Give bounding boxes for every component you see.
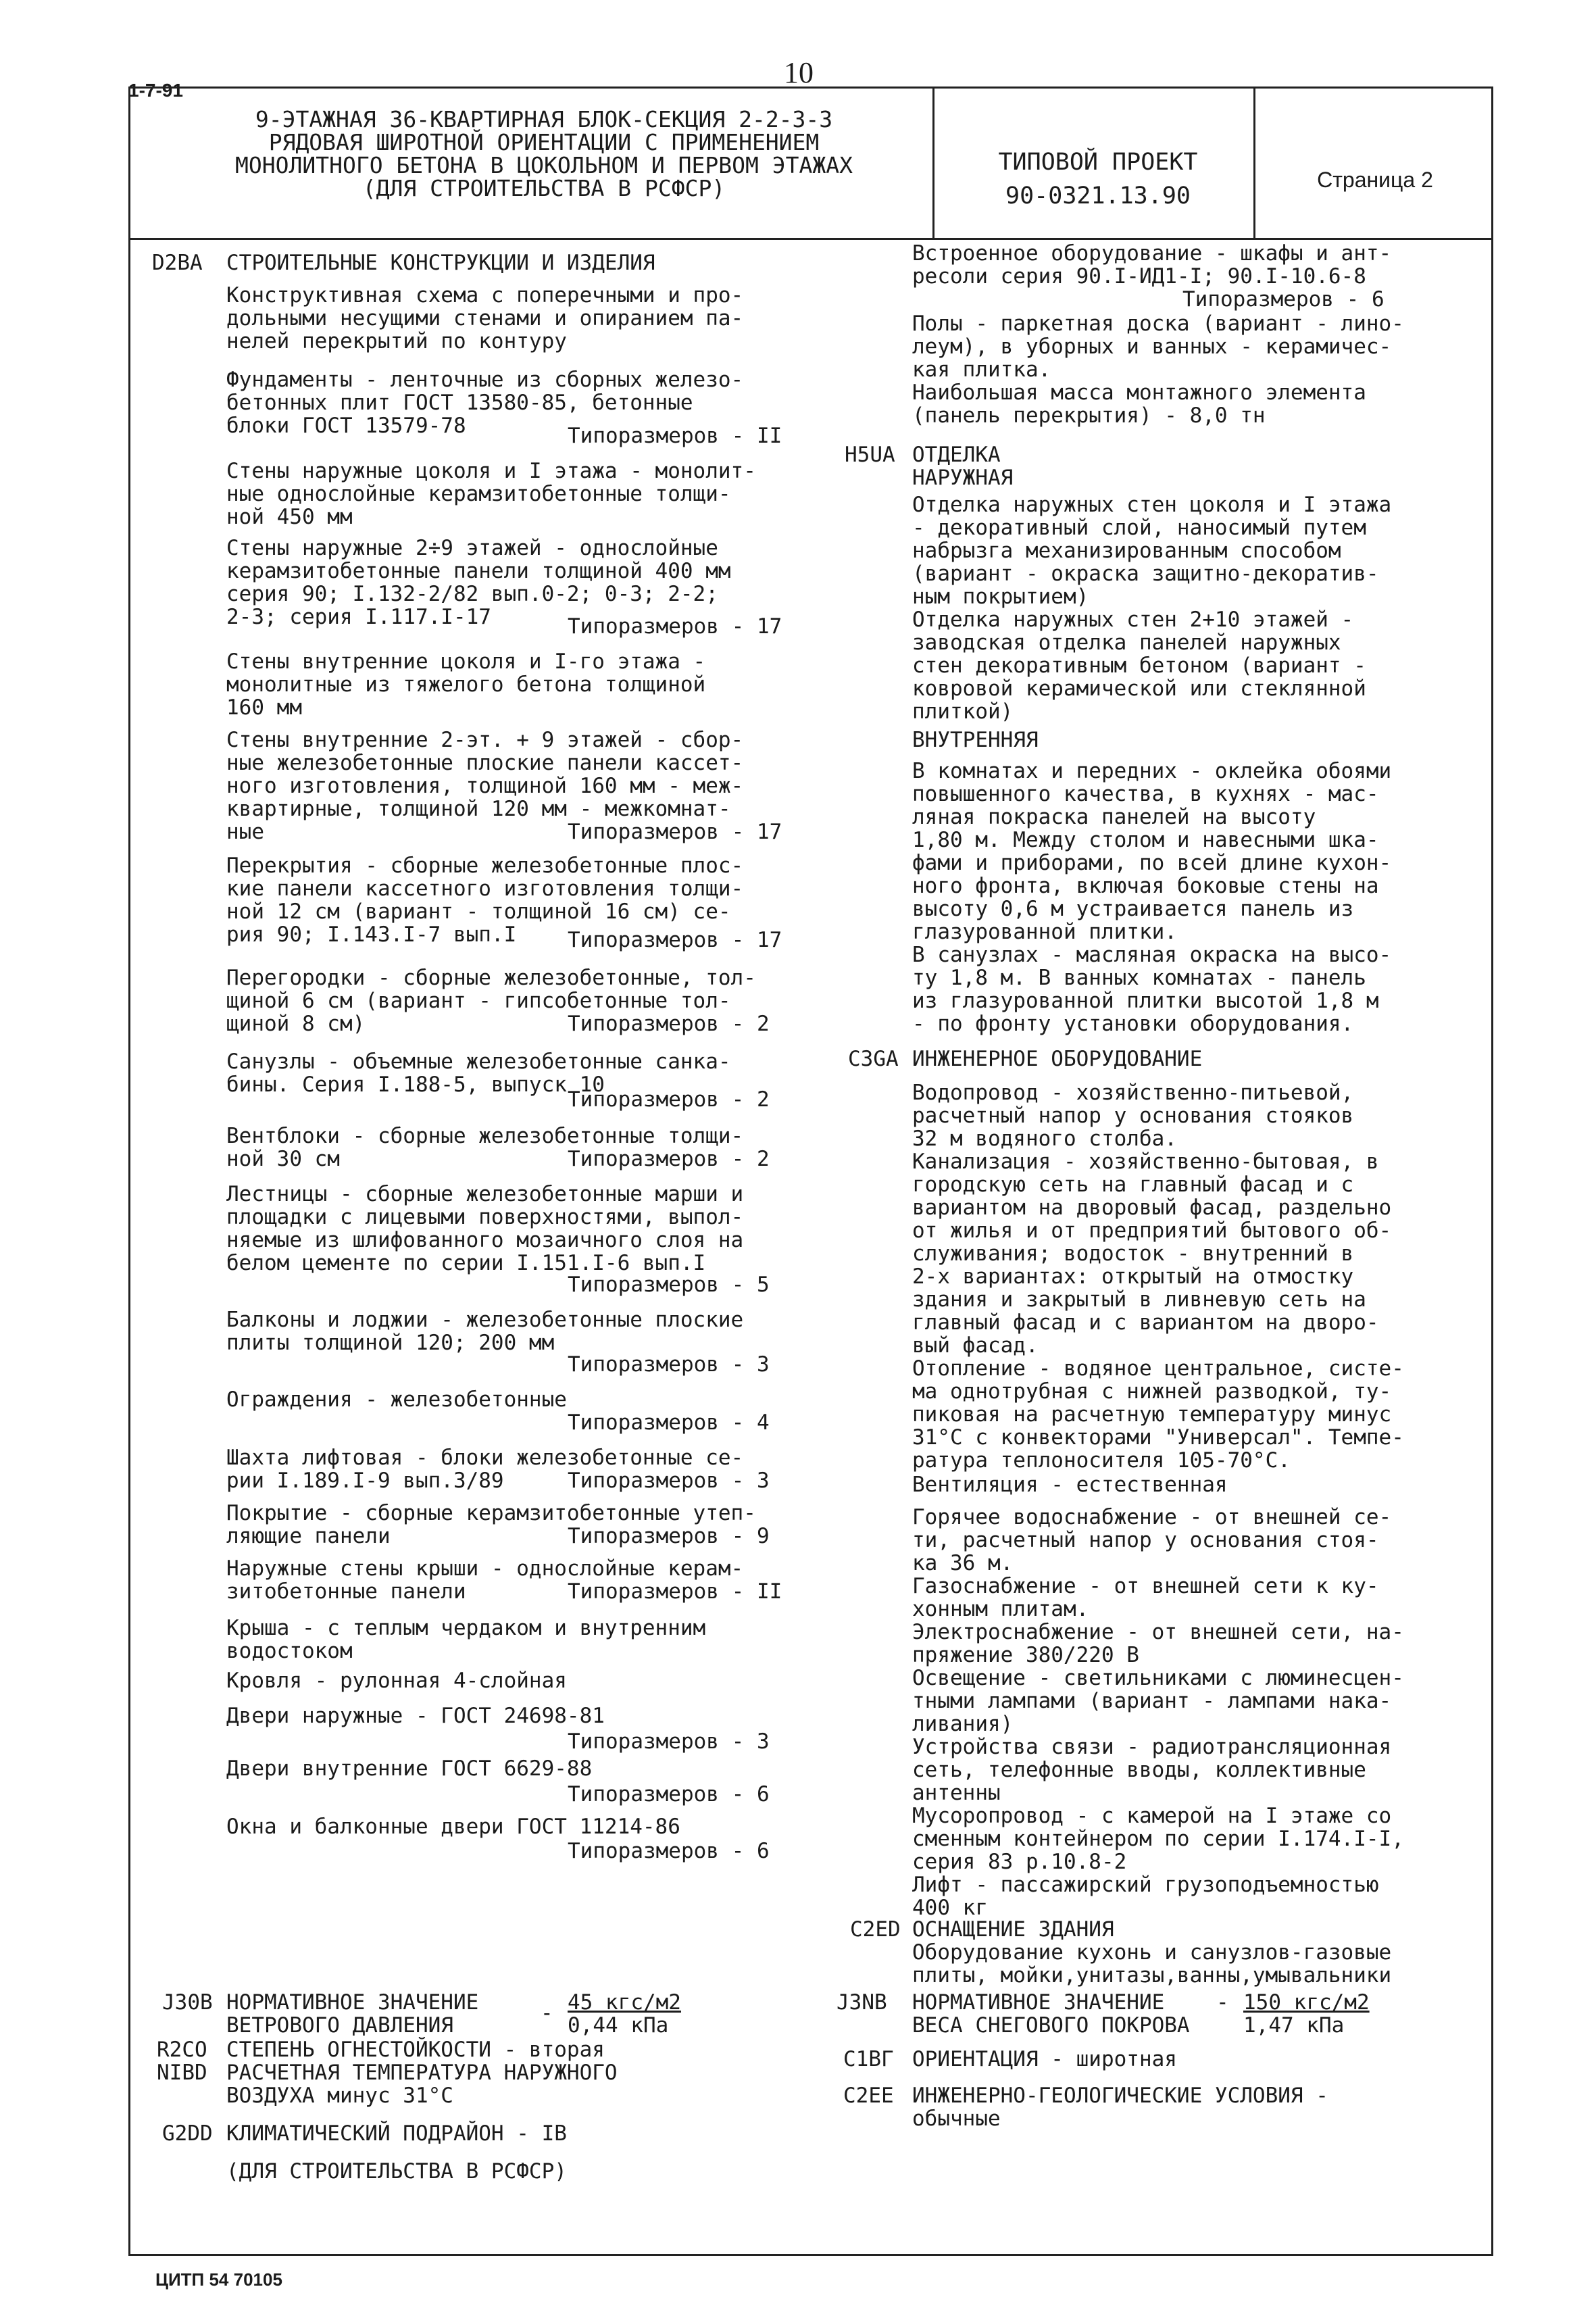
- built-in-equipment-tip: Типоразмеров - 6: [1182, 287, 1385, 312]
- section-code: D2BA: [152, 251, 203, 275]
- project-number: ТИПОВОЙ ПРОЕКТ 90-0321.13.90: [998, 149, 1198, 210]
- left-item: Стены наружные 2÷9 этажей - однослойные керамзитобетонные панели толщиной 400 мм серия 90; I.132-2/82 вып.0-2; 0-3; 2-2; 2-3; серия I.117.I-17: [226, 536, 731, 629]
- wind-label: НОРМАТИВНОЕ ЗНАЧЕНИЕ ВЕТРОВОГО ДАВЛЕНИЯ: [226, 1990, 479, 2038]
- left-item-tip: Типоразмеров - II: [568, 1579, 782, 1604]
- snow-code: J3NB: [837, 1990, 887, 2015]
- geology-code: C2EE: [843, 2084, 894, 2108]
- left-item: Перегородки - сборные железобетонные, тол- щиной 6 см (вариант - гипсобетонные тол- щиной 8 см): [226, 966, 756, 1036]
- left-item-tip: Типоразмеров - 17: [568, 928, 782, 952]
- utilities-text: Горячее водоснабжение - от внешней се- ти, расчетный напор у основания стоя- ка 36 м. Газоснабжение - от внешней сети к ку- хонным плитам. Электроснабжение - от внешней сети, на- пряжение 380/220 В Освещение - светильниками с люминесцен- тными лампами (вариант - лампами нака- ливания) Устройства связи - радиотрансляционная сеть, телефонные вводы, коллективные антенны Мусоропровод - с камерой на I этаже со сменным контейнером по серии I.174.I-I, серия 83 р.10.8-2 Лифт - пассажирский грузоподъемностью 400 кг: [912, 1505, 1404, 1920]
- left-item: Перекрытия - сборные железобетонные плос- кие панели кассетного изготовления толщи- ной 12 см (вариант - толщиной 16 см) се- рия 90; I.143.I-7 вып.I: [226, 854, 744, 947]
- left-item-tip: Типоразмеров - 3: [568, 1729, 770, 1754]
- floors-text: Полы - паркетная доска (вариант - лино- леум), в уборных и ванных - керамичес- кая плитка. Наибольшая масса монтажного элемента (панель перекрытия) - 8,0 тн: [912, 312, 1404, 428]
- left-item: Шахта лифтовая - блоки железобетонные се- рии I.189.I-9 вып.3/89: [226, 1446, 744, 1493]
- engineering-title: ИНЖЕНЕРНОЕ ОБОРУДОВАНИЕ: [912, 1047, 1203, 1071]
- left-item-tip: Типоразмеров - 17: [568, 614, 782, 639]
- left-item: Крыша - с теплым чердаком и внутренним водостоком: [226, 1616, 706, 1663]
- wind-value-kpa: 0,44 кПа: [568, 2013, 669, 2038]
- left-item: Покрытие - сборные керамзитобетонные утеп- ляющие панели: [226, 1501, 756, 1548]
- left-item: Вентблоки - сборные железобетонные толщи- ной 30 см: [226, 1124, 744, 1171]
- left-item: Окна и балконные двери ГОСТ 11214-86: [226, 1815, 680, 1839]
- equipment-code: C2ED: [850, 1917, 901, 1942]
- left-item-tip: Типоразмеров - 6: [568, 1839, 770, 1863]
- finish-code: H5UA: [845, 443, 895, 467]
- equipment-title: ОСНАЩЕНИЕ ЗДАНИЯ: [912, 1917, 1114, 1942]
- wind-value: 45 кгс/м2: [568, 1990, 681, 2015]
- inner-finish-text: В комнатах и передних - оклейка обоями повышенного качества, в кухнях - мас- ляная покраска панелей на высоту 1,80 м. Между столом и навесными шка- фами и приборами, по всей длине кухон- ного фронта, включая боковые стены на высоту 0,6 м устраивается панель из глазурованной плитки. В санузлах - масляная окраска на высо- ту 1,8 м. В ванных комнатах - панель из глазурованной плитки высотой 1,8 м - по фронту установки оборудования.: [912, 759, 1392, 1036]
- finish-title: ОТДЕЛКА: [912, 443, 1001, 467]
- left-item: Наружные стены крыши - однослойные керам- зитобетонные панели: [226, 1556, 744, 1604]
- left-item: Стены внутренние цоколя и I-го этажа - монолитные из тяжелого бетона толщиной 160 мм: [226, 649, 706, 720]
- left-item: Лестницы - сборные железобетонные марши и площадки с лицевыми поверхностями, выпол- няемые из шлифованного мозаичного слоя на белом цементе по серии I.151.I-6 вып.I: [226, 1182, 744, 1275]
- snow-value: 150 кгс/м2: [1243, 1990, 1370, 2015]
- built-in-equipment: Встроенное оборудование - шкафы и ант- ресоли серия 90.I-ИД1-I; 90.I-10.6-8: [912, 241, 1392, 289]
- snow-dash: -: [1216, 1990, 1229, 2015]
- orientation-code: C1BГ: [843, 2047, 894, 2071]
- ventilation-text: Вентиляция - естественная: [912, 1473, 1228, 1497]
- geology-conditions: ИНЖЕНЕРНО-ГЕОЛОГИЧЕСКИЕ УСЛОВИЯ - обычные: [912, 2084, 1328, 2131]
- left-item-tip: Типоразмеров - 2: [568, 1012, 770, 1036]
- left-item-tip: Типоразмеров - 4: [568, 1410, 770, 1435]
- left-item: Ограждения - железобетонные: [226, 1387, 567, 1412]
- left-item-tip: Типоразмеров - 3: [568, 1352, 770, 1377]
- fire-code: R2CO: [157, 2038, 207, 2062]
- left-item: Санузлы - объемные железобетонные санка- бины. Серия I.188-5, выпуск 10: [226, 1050, 731, 1097]
- header-vline-2: [1253, 87, 1255, 238]
- section-title: СТРОИТЕЛЬНЫЕ КОНСТРУКЦИИ И ИЗДЕЛИЯ: [226, 251, 655, 275]
- sheet-mark: 1-7-91: [128, 80, 183, 101]
- left-item: Двери внутренние ГОСТ 6629-88: [226, 1756, 593, 1781]
- temp-code: NIBD: [157, 2061, 207, 2085]
- left-item: Балконы и лоджии - железобетонные плоские плиты толщиной 120; 200 мм: [226, 1308, 744, 1355]
- page-number: 10: [784, 56, 814, 89]
- snow-value-kpa: 1,47 кПа: [1243, 2013, 1345, 2038]
- climate-code: G2DD: [162, 2121, 213, 2146]
- outer-finish-text: Отделка наружных стен цоколя и I этажа - декоративный слой, наносимый путем набрызга механизированным способом (вариант - окраска защитно-декоратив- ным покрытием) Отделка наружных стен 2+10 этажей - заводская отделка панелей наружных стен декоративным бетоном (вариант - ковровой керамической или стеклянной плиткой): [912, 493, 1392, 724]
- left-item-tip: Типоразмеров - 6: [568, 1782, 770, 1806]
- wind-dash: -: [541, 2001, 553, 2025]
- engineering-text: Водопровод - хозяйственно-питьевой, расчетный напор у основания стояков 32 м водяного столба. Канализация - хозяйственно-бытовая, в городскую сеть на главный фасад и с вариантом на дворовый фасад, раздельно от жилья и от предприятий бытового об- служивания; водосток - внутренний в 2-х вариантах: открытый на отмостку здания и закрытый в ливневую сеть на главный фасад и с вариантом на дворо- вый фасад. Отопление - водяное центральное, систе- ма однотрубная с нижней разводкой, ту- пиковая на расчетную температуру минус 31°С с конвекторами "Универсал". Темпе- ратура теплоносителя 105-70°С.: [912, 1081, 1404, 1473]
- left-item: Стены наружные цоколя и I этажа - монолит- ные однослойные керамзитобетонные толщи- ной 450 мм: [226, 459, 756, 529]
- climate-subregion: КЛИМАТИЧЕСКИЙ ПОДРАЙОН - IB: [226, 2121, 567, 2146]
- left-item-tip: Типоразмеров - 3: [568, 1469, 770, 1493]
- header-vline-1: [932, 87, 934, 238]
- outdoor-temperature: РАСЧЕТНАЯ ТЕМПЕРАТУРА НАРУЖНОГО ВОЗДУХА минус 31°С: [226, 2061, 618, 2108]
- left-item-tip: Типоразмеров - 2: [568, 1147, 770, 1171]
- outer-finish-title: НАРУЖНАЯ: [912, 466, 1014, 490]
- orientation: ОРИЕНТАЦИЯ - широтная: [912, 2047, 1177, 2071]
- page-label: Страница 2: [1317, 168, 1433, 192]
- inner-finish-title: ВНУТРЕННЯЯ: [912, 728, 1039, 752]
- left-item-tip: Типоразмеров - 2: [568, 1087, 770, 1112]
- left-item: Фундаменты - ленточные из сборных железо- бетонных плит ГОСТ 13580-85, бетонные блоки ГОСТ 13579-78: [226, 368, 744, 438]
- left-item-tip: Типоразмеров - 5: [568, 1273, 770, 1297]
- left-item-tip: Типоразмеров - 17: [568, 820, 782, 844]
- engineering-code: C3GA: [848, 1047, 899, 1071]
- wind-code: J30B: [162, 1990, 213, 2015]
- left-item: Кровля - рулонная 4-слойная: [226, 1669, 567, 1693]
- equipment-text: Оборудование кухонь и санузлов-газовые плиты, мойки,унитазы,ванны,умывальники: [912, 1940, 1392, 1988]
- header-divider: [128, 238, 1493, 240]
- project-title: 9-ЭТАЖНАЯ 36-КВАРТИРНАЯ БЛОК-СЕКЦИЯ 2-2-3-3 РЯДОВАЯ ШИРОТНОЙ ОРИЕНТАЦИИ С ПРИМЕНЕНИЕМ МОНОЛИТНОГО БЕТОНА В ЦОКОЛЬНОМ И ПЕРВОМ ЭТАЖАХ (ДЛЯ СТРОИТЕЛЬСТВА В РСФСР): [235, 106, 853, 201]
- snow-label: НОРМАТИВНОЕ ЗНАЧЕНИЕ ВЕСА СНЕГОВОГО ПОКРОВА: [912, 1990, 1190, 2038]
- print-stamp: ЦИТП 54 70105: [155, 2269, 282, 2290]
- left-item: Конструктивная схема с поперечными и про- дольными несущими стенами и опиранием па- нелей перекрытий по контуру: [226, 283, 744, 353]
- left-item-tip: Типоразмеров - 9: [568, 1524, 770, 1548]
- left-item: Двери наружные - ГОСТ 24698-81: [226, 1704, 605, 1728]
- left-item-tip: Типоразмеров - II: [568, 424, 782, 448]
- fire-resistance: СТЕПЕНЬ ОГНЕСТОЙКОСТИ - вторая: [226, 2038, 605, 2062]
- left-item: Стены внутренние 2-эт. + 9 этажей - сбор- ные железобетонные плоские панели кассет- ного изготовления, толщиной 160 мм - меж- квартирные, толщиной 120 мм - межкомнат- ные: [226, 728, 744, 844]
- climate-note: (ДЛЯ СТРОИТЕЛЬСТВА В РСФСР): [226, 2159, 567, 2184]
